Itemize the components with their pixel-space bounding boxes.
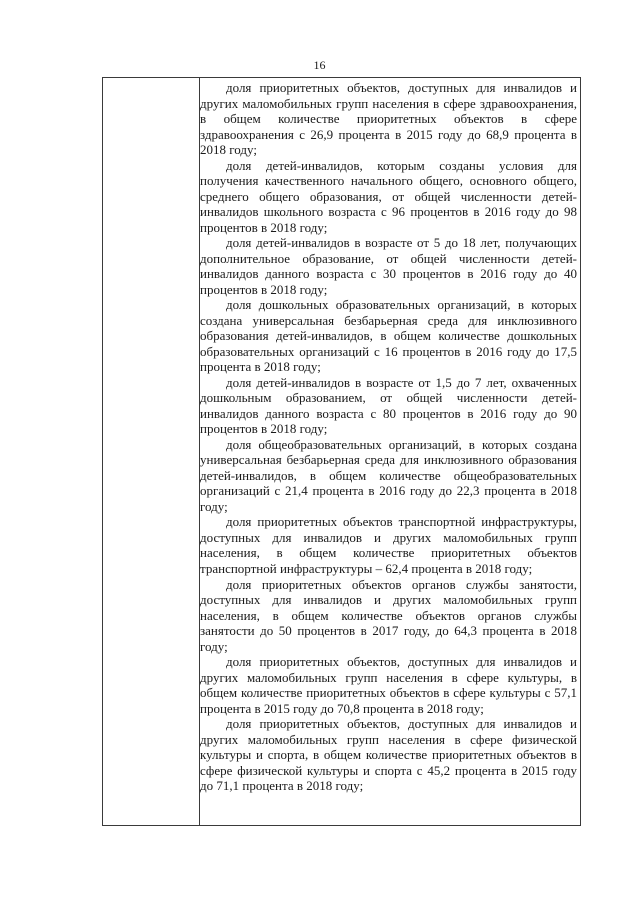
indicator-sports: доля приоритетных объектов, доступных для инвалидов и других маломобильных групп населения в сфере физической культуры и спорта, в общем количестве приоритетных объектов в сфере физической культуры и спорта с 45,2 процента в 2015 году до 71,1 процента в 2018 году; bbox=[200, 716, 577, 794]
empty-left-column bbox=[103, 78, 200, 825]
indicator-culture: доля приоритетных объектов, доступных для инвалидов и других маломобильных групп населения в сфере культуры, в общем количестве приоритетных объектов в сфере культуры с 57,1 процента в 2015 году до 70,8 процента в 2018 году; bbox=[200, 654, 577, 716]
indicator-preschool-coverage: доля детей-инвалидов в возрасте от 1,5 до 7 лет, охваченных дошкольным образованием, от общей численности детей-инвалидов данного возраста с 80 процентов в 2016 году до 90 процентов в 2018 году; bbox=[200, 374, 577, 437]
indicator-preschool-organizations: доля дошкольных образовательных организаций, в которых создана универсальная безбарьерная среда для инклюзивного образования детей-инвалидов, в общем количестве дошкольных образовательных организаций с 16 процентов в 2016 году до 17,5 процента в 2018 году; bbox=[200, 297, 577, 375]
page-number: 16 bbox=[313, 58, 326, 72]
indicator-additional-education: доля детей-инвалидов в возрасте от 5 до 18 лет, получающих дополнительное образование, от общей численности детей-инвалидов данного возраста с 30 процентов в 2016 году до 40 процентов в 2018 году; bbox=[200, 235, 577, 297]
target-indicators-column bbox=[200, 80, 577, 794]
indicator-transport: доля приоритетных объектов транспортной инфраструктуры, доступных для инвалидов и других маломобильных групп населения, в общем количестве приоритетных объектов транспортной инфраструктуры – 62,4 процента в 2018 году; bbox=[200, 514, 577, 576]
indicator-employment-service: доля приоритетных объектов органов службы занятости, доступных для инвалидов и других маломобильных групп населения, в общем количестве объектов органов службы занятости до 50 процентов в 2017 году, до 64,3 процента в 2018 году; bbox=[200, 576, 577, 654]
indicator-school-education: доля детей-инвалидов, которым созданы условия для получения качественного начального общего, основного общего, среднего общего образования, от общей численности детей-инвалидов школьного возраста с 96 процентов в 2016 году до 98 процентов в 2018 году; bbox=[200, 157, 577, 235]
indicator-healthcare: доля приоритетных объектов, доступных для инвалидов и других маломобильных групп населения в сфере здравоохранения, в общем количестве приоритетных объектов в сфере здравоохранения с 26,9 процента в 2015 году до 68,9 процента в 2018 году; bbox=[200, 80, 577, 158]
content-table bbox=[102, 77, 581, 826]
indicator-general-education-organizations: доля общеобразовательных организаций, в которых создана универсальная безбарьерная среда для инклюзивного образования детей-инвалидов, в общем количестве общеобразовательных организаций с 21,4 процента в 2016 году до 22,3 процента в 2018 году; bbox=[200, 436, 577, 514]
